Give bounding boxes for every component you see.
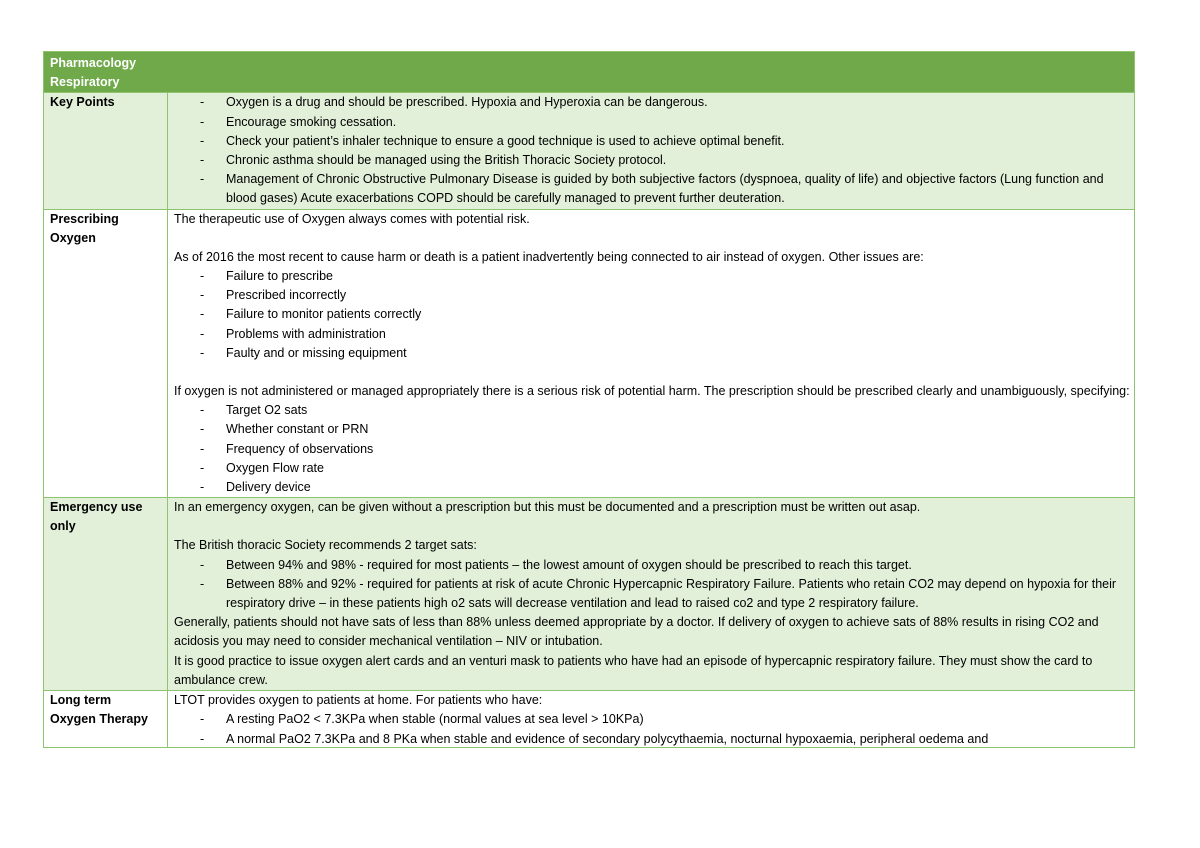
ltot-row [44,691,1135,748]
key-points-content [168,93,1135,209]
emergency-general-note: Generally, patients should not have sats of less than 88% unless deemed appropriate by a doctor. If delivery of oxygen to achieve sats of 88% results in rising CO2 and acidosis you may need to consider mechanical ventilation – NIV or intubation. [174,615,1099,649]
emergency-title [44,498,168,691]
prescribing-row [44,209,1135,498]
ltot-criteria-list [174,710,1130,746]
header-title: Pharmacology [50,56,137,70]
prescribing-title-line2: Oxygen [50,230,96,245]
emergency-row [44,498,1135,691]
list-item: - Between 88% and 92% - required for patients at risk of acute Chronic Hypercapnic Respiratory Failure. Patients who retain CO2 may depend on hypoxia for their respiratory drive – in these patients high o2 sats will decrease ventilation and lead to raised co2 and type 2 respiratory failure. [200,575,1130,613]
list-item: - Failure to prescribe [200,267,1130,286]
key-points-row [44,93,1135,209]
table-header-row [44,52,1135,93]
table-header-cell [44,52,1135,93]
emergency-targets-list [174,556,1130,614]
list-item: - Management of Chronic Obstructive Pulmonary Disease is guided by both subjective factors (dyspnoea, quality of life) and objective factors (Lung function and blood gases) Acute exacerbations COPD should be carefully managed to prevent further deuteration. [200,170,1130,208]
ltot-title-line1: Long term [50,693,112,708]
ltot-title-line2: Oxygen Therapy [50,712,148,727]
header-subtitle: Respiratory [50,75,120,90]
list-item: - Delivery device [200,478,1130,497]
prescribing-intro: The therapeutic use of Oxygen always comes with potential risk. [174,211,530,226]
list-item: - Failure to monitor patients correctly [200,305,1130,324]
prescribing-specs-list [174,401,1130,497]
list-item: - A resting PaO2 < 7.3KPa when stable (normal values at sea level > 10KPa) [200,710,1130,729]
emergency-intro: In an emergency oxygen, can be given without a prescription but this must be documented and a prescription must be written out asap. [174,500,921,515]
list-item: - Check your patient’s inhaler technique to ensure a good technique is used to achieve optimal benefit. [200,132,1130,151]
key-points-list [174,93,1130,208]
list-item: - Encourage smoking cessation. [200,113,1130,132]
prescribing-issues-intro: As of 2016 the most recent to cause harm or death is a patient inadvertently being connected to air instead of oxygen. Other issues are: [174,249,924,264]
list-item: - Prescribed incorrectly [200,286,1130,305]
list-item: - Between 94% and 98% - required for most patients – the lowest amount of oxygen should be prescribed to reach this target. [200,556,1130,575]
prescribing-title [44,209,168,498]
prescribing-title-line1: Prescribing [50,211,119,226]
emergency-title-line1: Emergency use [50,500,143,515]
ltot-title [44,691,168,748]
list-item: - Faulty and or missing equipment [200,344,1130,363]
list-item: - Oxygen is a drug and should be prescribed. Hypoxia and Hyperoxia can be dangerous. [200,93,1130,112]
emergency-title-line2: only [50,519,76,534]
list-item: - Whether constant or PRN [200,420,1130,439]
list-item: - A normal PaO2 7.3KPa and 8 PKa when stable and evidence of secondary polycythaemia, nocturnal hypoxaemia, peripheral oedema and [200,730,1130,747]
list-item: - Oxygen Flow rate [200,459,1130,478]
emergency-content [168,498,1135,691]
pharmacology-table [43,51,1135,748]
key-points-title: Key Points [44,93,168,209]
prescribing-issues-list [174,267,1130,363]
ltot-content [168,691,1135,748]
list-item: - Target O2 sats [200,401,1130,420]
ltot-intro: LTOT provides oxygen to patients at home. For patients who have: [174,693,543,708]
list-item: - Problems with administration [200,325,1130,344]
prescribing-content [168,209,1135,498]
list-item: - Frequency of observations [200,440,1130,459]
emergency-targets-intro: The British thoracic Society recommends 2 target sats: [174,538,477,553]
emergency-alert-card-note: It is good practice to issue oxygen alert cards and an venturi mask to patients who have had an episode of hypercapnic respiratory failure. They must show the card to ambulance crew. [174,653,1093,687]
list-item: - Chronic asthma should be managed using the British Thoracic Society protocol. [200,151,1130,170]
prescribing-specs-intro: If oxygen is not administered or managed appropriately there is a serious risk of potential harm. The prescription should be prescribed clearly and unambiguously, specifying: [174,384,1130,399]
